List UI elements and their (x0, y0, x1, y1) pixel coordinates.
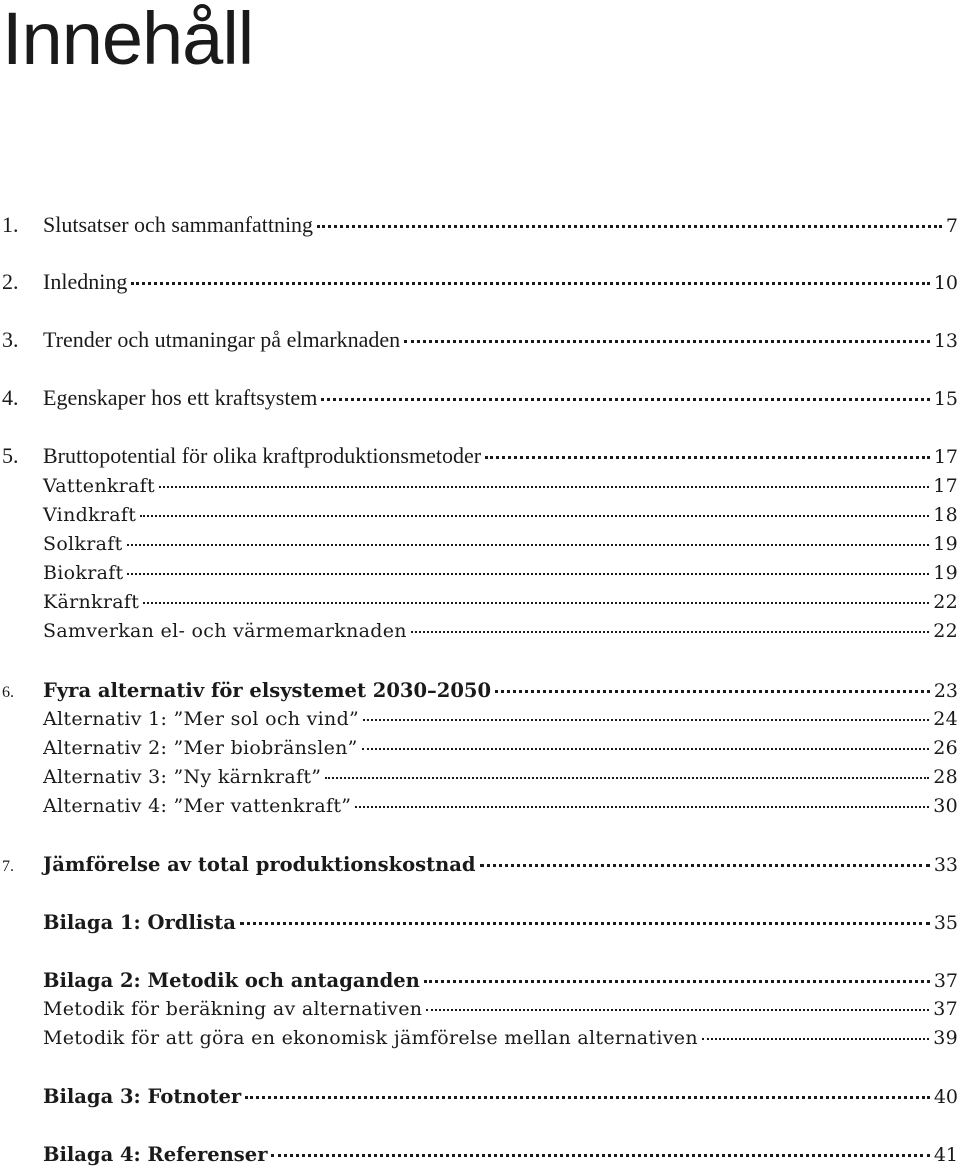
toc-entry-title: Bilaga 3: Fotnoter (43, 1085, 242, 1108)
toc-entry-title: Slutsatser och sammanfattning (43, 212, 314, 237)
toc-entry-page-number: 17 (933, 475, 958, 497)
toc-dot-leader (321, 398, 930, 401)
toc-dot-leader (317, 225, 942, 228)
toc-entry[interactable] (0, 212, 960, 242)
toc-entry-number: 1. (2, 212, 19, 237)
toc-dot-leader (480, 864, 930, 867)
toc-entry[interactable] (0, 385, 960, 415)
toc-entry-title: Biokraft (43, 562, 124, 584)
toc-entry-page-number: 13 (933, 330, 958, 352)
toc-dot-leader (127, 573, 929, 575)
toc-entry-page-number: 39 (933, 1027, 958, 1049)
toc-entry-title: Bilaga 1: Ordlista (43, 911, 236, 934)
toc-dot-leader (404, 340, 930, 343)
toc-entry[interactable] (0, 1085, 960, 1115)
toc-entry-page-number: 7 (945, 215, 958, 237)
toc-entry-number: 6. (2, 684, 14, 701)
toc-entry-number: 5. (2, 443, 19, 468)
toc-entry[interactable] (0, 766, 960, 796)
toc-dot-leader (271, 1154, 929, 1157)
toc-entry-number: 7. (2, 858, 14, 875)
toc-entry-title: Vindkraft (43, 504, 137, 526)
toc-entry[interactable] (0, 998, 960, 1028)
toc-entry-page-number: 18 (933, 504, 958, 526)
toc-entry[interactable] (0, 591, 960, 621)
toc-dot-leader (426, 1009, 929, 1011)
toc-entry[interactable] (0, 679, 960, 709)
toc-entry-number: 4. (2, 385, 19, 410)
toc-entry-title: Metodik för beräkning av alternativen (43, 998, 423, 1020)
toc-dot-leader (702, 1038, 929, 1040)
toc-entry-page-number: 30 (933, 795, 958, 817)
toc-entry-title: Alternativ 3: ”Ny kärnkraft” (43, 766, 322, 788)
toc-entry-title: Metodik för att göra en ekonomisk jämförelse mellan alternativen (43, 1027, 698, 1049)
toc-entry[interactable] (0, 475, 960, 505)
toc-entry[interactable] (0, 504, 960, 534)
toc-entry-title: Trender och utmaningar på elmarknaden (43, 327, 401, 352)
toc-entry-title: Fyra alternativ för elsystemet 2030–2050 (43, 679, 492, 702)
toc-entry-page-number: 37 (933, 970, 958, 992)
toc-entry-page-number: 28 (933, 766, 958, 788)
toc-dot-leader (355, 806, 929, 808)
toc-dot-leader (159, 486, 929, 488)
toc-entry-number: 2. (2, 269, 19, 294)
toc-entry-title: Alternativ 2: ”Mer biobränslen” (43, 737, 358, 759)
toc-entry-page-number: 10 (933, 272, 958, 294)
toc-entry-title: Alternativ 1: ”Mer sol och vind” (43, 708, 360, 730)
toc-entry-page-number: 40 (933, 1086, 958, 1108)
toc-entry-page-number: 24 (933, 708, 958, 730)
toc-entry-title: Bilaga 4: Referenser (43, 1143, 268, 1166)
toc-dot-leader (245, 1096, 930, 1099)
toc-dot-leader (424, 980, 930, 983)
toc-dot-leader (495, 690, 930, 693)
toc-entry-title: Egenskaper hos ett kraftsystem (43, 385, 318, 410)
toc-dot-leader (485, 456, 930, 459)
toc-entry[interactable] (0, 533, 960, 563)
toc-entry-page-number: 33 (933, 854, 958, 876)
toc-entry[interactable] (0, 269, 960, 299)
toc-entry[interactable] (0, 620, 960, 650)
toc-entry-title: Kärnkraft (43, 591, 140, 613)
toc-entry-page-number: 17 (933, 446, 958, 468)
toc-entry[interactable] (0, 443, 960, 473)
toc-entry-page-number: 15 (933, 388, 958, 410)
toc-entry-title: Vattenkraft (43, 475, 155, 497)
toc-dot-leader (140, 515, 929, 517)
toc-entry[interactable] (0, 969, 960, 999)
toc-entry-page-number: 19 (933, 562, 958, 584)
toc-entry[interactable] (0, 1027, 960, 1057)
toc-entry[interactable] (0, 853, 960, 883)
toc-dot-leader (363, 719, 929, 721)
toc-entry-page-number: 41 (933, 1144, 958, 1166)
toc-entry-page-number: 26 (933, 737, 958, 759)
toc-entry-page-number: 22 (933, 591, 958, 613)
toc-dot-leader (127, 544, 930, 546)
toc-entry[interactable] (0, 708, 960, 738)
toc-entry-title: Samverkan el- och värmemarknaden (43, 620, 407, 642)
toc-entry[interactable] (0, 737, 960, 767)
toc-entry[interactable] (0, 911, 960, 941)
toc-entry-title: Jämförelse av total produktionskostnad (43, 853, 476, 876)
toc-entry-title: Bruttopotential för olika kraftproduktionsmetoder (43, 443, 482, 468)
toc-dot-leader (325, 777, 929, 779)
toc-entry-title: Alternativ 4: ”Mer vattenkraft” (43, 795, 352, 817)
toc-entry-page-number: 22 (933, 620, 958, 642)
toc-dot-leader (143, 602, 929, 604)
toc-dot-leader (240, 922, 930, 925)
toc-dot-leader (362, 748, 930, 750)
toc-entry-number: 3. (2, 327, 19, 352)
toc-entry-page-number: 19 (933, 533, 958, 555)
toc-entry[interactable] (0, 327, 960, 357)
page-title: Innehåll (2, 0, 254, 80)
toc-entry[interactable] (0, 795, 960, 825)
toc-entry-page-number: 37 (933, 998, 958, 1020)
toc-dot-leader (411, 631, 929, 633)
toc-entry-title: Inledning (43, 269, 128, 294)
toc-entry-page-number: 23 (933, 680, 958, 702)
toc-entry-title: Solkraft (43, 533, 123, 555)
toc-entry-title: Bilaga 2: Metodik och antaganden (43, 969, 420, 992)
toc-entry[interactable] (0, 562, 960, 592)
toc-dot-leader (131, 282, 929, 285)
toc-entry-page-number: 35 (933, 912, 958, 934)
